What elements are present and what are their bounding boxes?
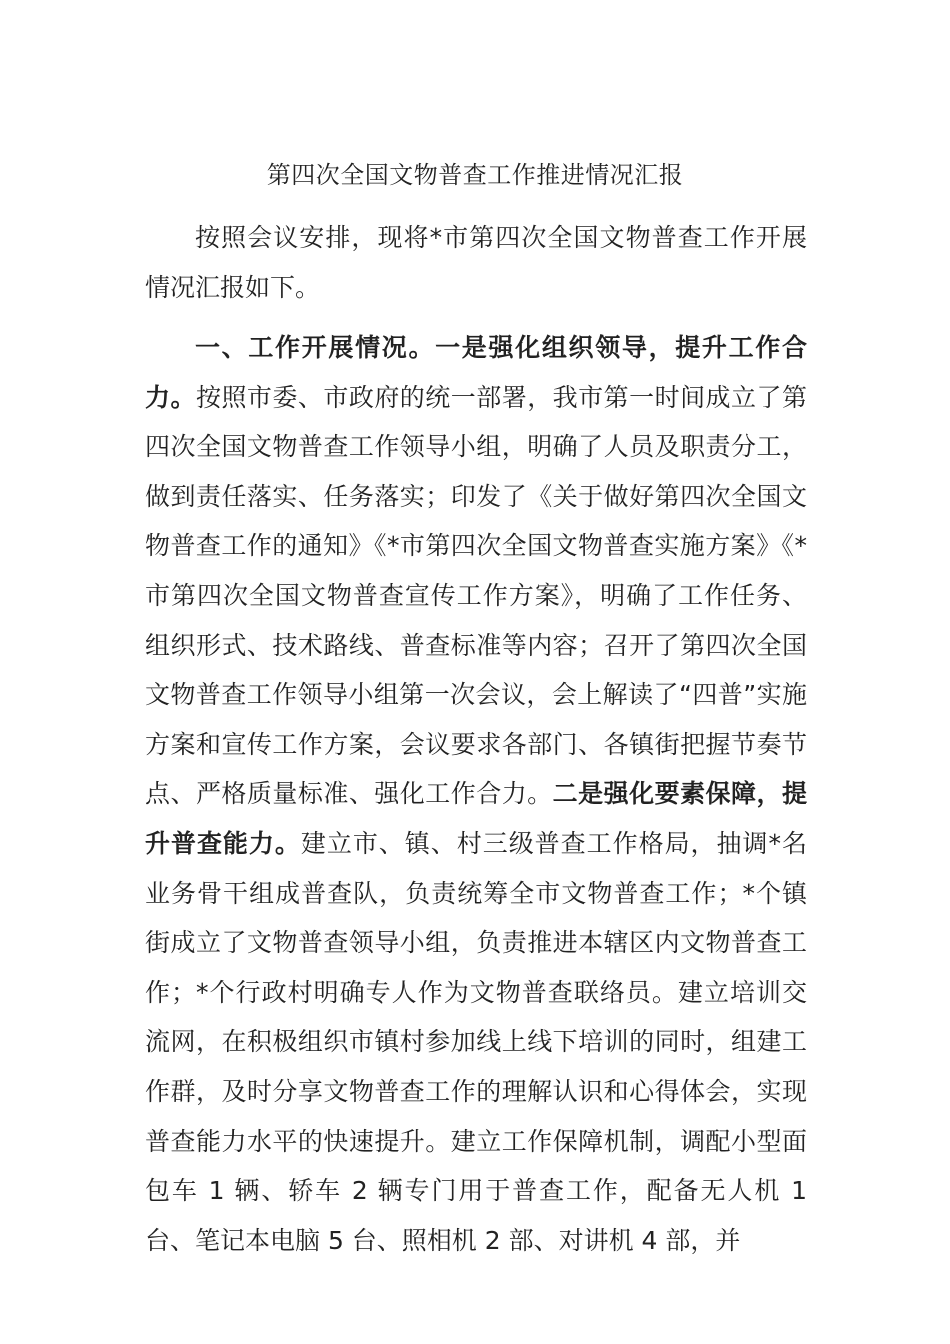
point-1-body: 按照市委、市政府的统一部署，我市第一时间成立了第四次全国文物普查工作领导小组，明确了人员及职责分工，做到责任落实、任务落实；印发了《关于做好第四次全国文物普查工作的通知》《*市第四次全国文物普查实施方案》《*市第四次全国文物普查宣传工作方案》，明确了工作任务、组织形式、技术路线、普查标准等内容；召开了第四次全国文物普查工作领导小组第一次会议，会上解读了“四普”实施方案和宣传工作方案，会议要求各部门、各镇街把握节奏节点、严格质量标准、强化工作合力。 xyxy=(145,382,807,809)
intro-paragraph: 按照会议安排，现将*市第四次全国文物普查工作开展情况汇报如下。 xyxy=(145,223,807,302)
section-1-paragraph xyxy=(145,323,807,1265)
point-1-heading: 一是强化组织领导，提升工作合力。 xyxy=(145,333,807,412)
point-2-heading: 二是强化要素保障，提升普查能力。 xyxy=(145,779,807,858)
point-2-body: 建立市、镇、村三级普查工作格局，抽调*名业务骨干组成普查队，负责统筹全市文物普查工作；*个镇街成立了文物普查领导小组，负责推进本辖区内文物普查工作；*个行政村明确专人作为文物普查联络员。建立培训交流网，在积极组织市镇村参加线上线下培训的同时，组建工作群，及时分享文物普查工作的理解认识和心得体会，实现普查能力水平的快速提升。建立工作保障机制，调配小型面包车 1 辆、轿车 2 辆专门用于普查工作，配备无人机 1 台、笔记本电脑 5 台、照相机 2 部、对讲机 4 部，并 xyxy=(145,828,807,1255)
document-title: 第四次全国文物普查工作推进情况汇报 xyxy=(266,161,684,189)
section-1-heading: 一、工作开展情况。 xyxy=(195,333,436,362)
